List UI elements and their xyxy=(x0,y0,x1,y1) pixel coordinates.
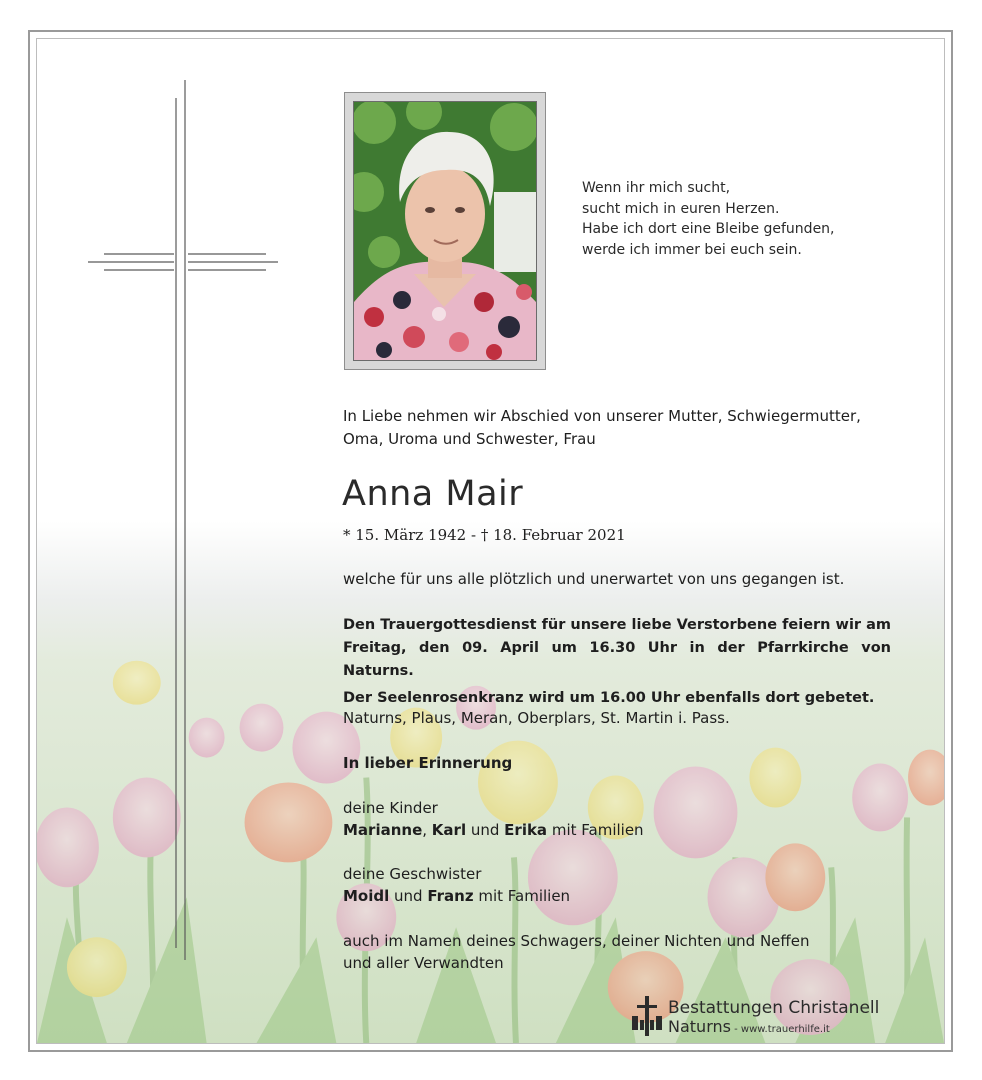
child-name: Marianne xyxy=(343,821,423,839)
portrait-image xyxy=(354,102,536,360)
service-line: Den Trauergottesdienst für unsere liebe Verstorbene feiern wir am xyxy=(343,617,892,633)
also-line: auch im Namen deines Schwagers, deiner Nichten und Neffen xyxy=(343,932,810,950)
funeral-home-name: Bestattungen Christanell xyxy=(668,998,880,1018)
portrait-photo xyxy=(353,101,537,361)
service-line: Freitag, den 09. April um 16.30 Uhr in der Pfarrkirche von Naturns. xyxy=(343,640,891,679)
deceased-name: Anna Mair xyxy=(342,474,524,514)
intro-text xyxy=(343,405,861,451)
separator: und xyxy=(466,821,505,839)
also-line: und aller Verwandten xyxy=(343,954,504,972)
sibling-name: Franz xyxy=(427,887,474,905)
verse-line: werde ich immer bei euch sein. xyxy=(582,241,802,258)
service-info xyxy=(343,614,891,710)
remembrance-heading: In lieber Erinnerung xyxy=(343,754,513,772)
children-names xyxy=(343,821,644,839)
siblings-label: deine Geschwister xyxy=(343,865,482,883)
children-label: deine Kinder xyxy=(343,799,438,817)
verse-line: sucht mich in euren Herzen. xyxy=(582,200,780,217)
intro-line: Oma, Uroma und Schwester, Frau xyxy=(343,430,596,448)
separator: und xyxy=(389,887,428,905)
intro-line: In Liebe nehmen wir Abschied von unserer Mutter, Schwiegermutter, xyxy=(343,407,861,425)
child-name: Erika xyxy=(504,821,548,839)
siblings-names xyxy=(343,887,570,905)
suffix: mit Familien xyxy=(547,821,644,839)
verse-line: Habe ich dort eine Bleibe gefunden, xyxy=(582,221,835,237)
funeral-home-town xyxy=(668,1017,830,1036)
separator: , xyxy=(422,821,432,839)
rosary-line: Der Seelenrosenkranz wird um 16.00 Uhr ebenfalls dort gebetet. xyxy=(343,690,875,706)
portrait-frame xyxy=(344,92,546,370)
child-name: Karl xyxy=(431,821,467,839)
places-line: Naturns, Plaus, Meran, Oberplars, St. Martin i. Pass. xyxy=(343,709,730,727)
town-name: Naturns xyxy=(668,1017,731,1036)
memorial-verse xyxy=(582,178,835,260)
sibling-name: Moidl xyxy=(343,887,390,905)
cross-icon xyxy=(88,80,278,960)
funeral-home-logo-icon xyxy=(630,996,664,1036)
funeral-home-website[interactable]: - www.trauerhilfe.it xyxy=(730,1024,830,1035)
passing-text: welche für uns alle plötzlich und unerwartet von uns gegangen ist. xyxy=(343,570,845,588)
verse-line: Wenn ihr mich sucht, xyxy=(582,180,731,196)
life-dates: * 15. März 1942 - † 18. Februar 2021 xyxy=(343,526,626,544)
suffix: mit Familien xyxy=(473,887,571,905)
